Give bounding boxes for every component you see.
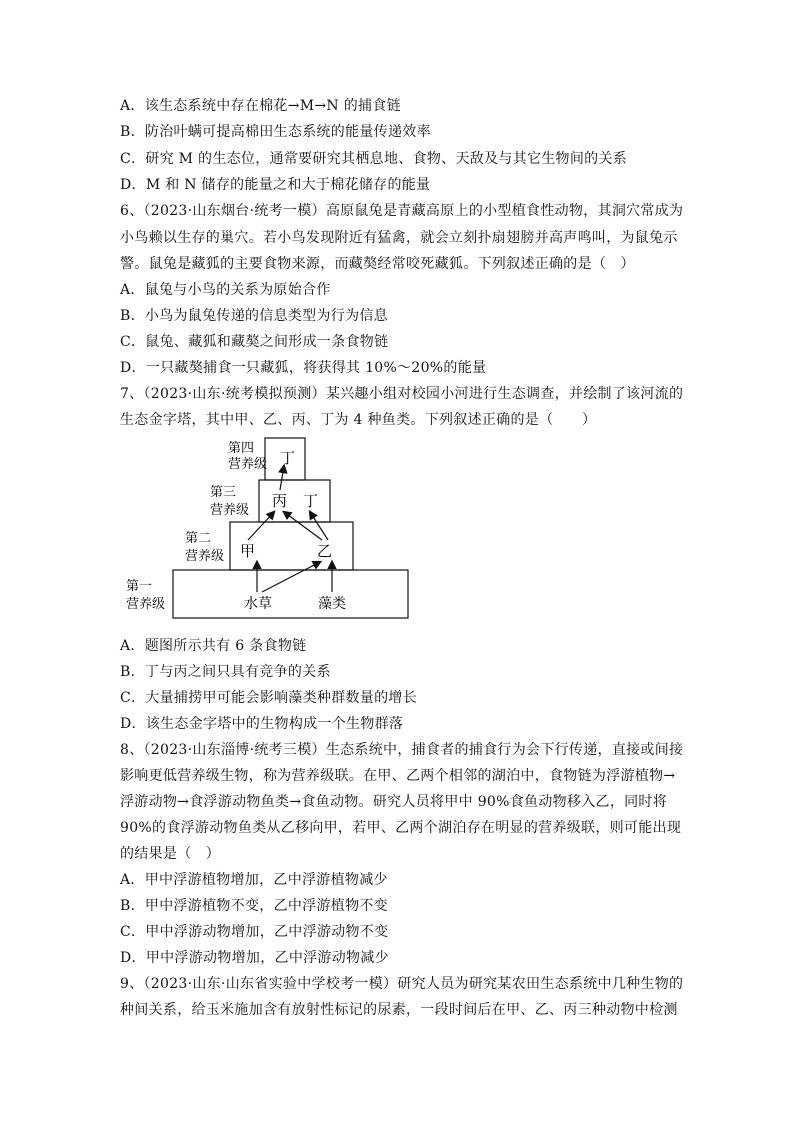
level-3-label-2: 营养级 bbox=[210, 503, 250, 518]
organism-yi: 乙 bbox=[317, 542, 333, 560]
q5-option-c: C．研究 M 的生态位，通常要研究其栖息地、食物、天敌及与其它生物间的关系 bbox=[120, 151, 628, 167]
q8-stem-line-2: 影响更低营养级生物，称为营养级联。在甲、乙两个相邻的湖泊中，食物链为浮游植物→ bbox=[120, 768, 676, 784]
arrow-shuicao-yi bbox=[262, 562, 320, 592]
q7-option-d: D．该生态金字塔中的生物构成一个生物群落 bbox=[120, 716, 404, 732]
q7-option-b: B．丁与丙之间只具有竞争的关系 bbox=[120, 664, 331, 680]
q5-option-b: B．防治叶螨可提高棉田生态系统的能量传递效率 bbox=[120, 124, 431, 140]
q8-option-b: B．甲中浮游植物不变，乙中浮游植物不变 bbox=[120, 898, 388, 914]
organism-ding-top: 丁 bbox=[280, 449, 296, 467]
level-1-label-2: 营养级 bbox=[126, 597, 166, 612]
q9-stem-line-2: 种间关系，给玉米施加含有放射性标记的尿素，一段时间后在甲、乙、丙三种动物中检测 bbox=[120, 1002, 678, 1018]
q8-stem-line-5: 的结果是（ ） bbox=[120, 846, 221, 862]
q7-stem-line-1: 7、（2023·山东·统考模拟预测）某兴趣小组对校园小河进行生态调查，并绘制了该河流的 bbox=[120, 386, 684, 402]
q6-option-d: D．一只藏獒捕食一只藏狐，将获得其 10%～20%的能量 bbox=[120, 360, 487, 376]
producer-shuicao: 水草 bbox=[244, 596, 272, 612]
q6-option-c: C．鼠兔、藏狐和藏獒之间形成一条食物链 bbox=[120, 334, 389, 350]
level-2-label-2: 营养级 bbox=[185, 549, 225, 564]
q8-stem-line-1: 8、（2023·山东淄博·统考三模）生态系统中，捕食者的捕食行为会下行传递，直接或间接 bbox=[120, 742, 684, 758]
q6-option-a: A．鼠兔与小鸟的关系为原始合作 bbox=[120, 282, 331, 298]
organism-ding-mid: 丁 bbox=[303, 492, 319, 510]
q6-stem-line-1: 6、（2023·山东烟台·统考一模）高原鼠兔是青藏高原上的小型植食性动物，其洞穴常成为 bbox=[120, 203, 684, 219]
q8-option-a: A．甲中浮游植物增加，乙中浮游植物减少 bbox=[120, 872, 388, 888]
level-4-label-1: 第四 bbox=[228, 441, 255, 456]
q8-option-c: C．甲中浮游动物增加，乙中浮游动物不变 bbox=[120, 924, 389, 940]
organism-jia: 甲 bbox=[240, 542, 256, 560]
q6-stem-line-3: 警。鼠兔是藏狐的主要食物来源，而藏獒经常咬死藏狐。下列叙述正确的是（ ） bbox=[120, 256, 635, 272]
q9-stem-line-1: 9、（2023·山东·山东省实验中学校考一模）研究人员为研究某农田生态系统中几种生物的 bbox=[120, 976, 684, 992]
q8-option-d: D．甲中浮游动物增加，乙中浮游动物减少 bbox=[120, 950, 389, 966]
arrow-jia-bing bbox=[248, 512, 274, 540]
q7-option-a: A．题图所示共有 6 条食物链 bbox=[120, 638, 307, 654]
arrow-yi-bing bbox=[284, 512, 322, 540]
level-3-label-1: 第三 bbox=[210, 485, 237, 500]
q6-option-b: B．小鸟为鼠兔传递的信息类型为行为信息 bbox=[120, 308, 388, 324]
producer-zaolei: 藻类 bbox=[318, 596, 346, 612]
q6-stem-line-2: 小鸟赖以生存的巢穴。若小鸟发现附近有猛禽，就会立刻扑扇翅膀并高声鸣叫，为鼠兔示 bbox=[120, 230, 678, 246]
organism-bing: 丙 bbox=[272, 492, 288, 510]
q5-option-a: A．该生态系统中存在棉花→M→N 的捕食链 bbox=[120, 98, 401, 114]
pyramid-level-3-box bbox=[259, 480, 330, 522]
arrow-yi-ding bbox=[310, 512, 328, 540]
level-4-label-2: 营养级 bbox=[228, 457, 268, 472]
level-1-label-1: 第一 bbox=[126, 579, 153, 594]
q8-stem-line-3: 浮游动物→食浮游动物鱼类→食鱼动物。研究人员将甲中 90%食鱼动物移入乙，同时将 bbox=[120, 794, 668, 810]
q7-option-c: C．大量捕捞甲可能会影响藻类种群数量的增长 bbox=[120, 690, 418, 706]
ecological-pyramid-figure bbox=[120, 432, 420, 622]
q8-stem-line-4: 90%的食浮游动物鱼类从乙移向甲，若甲、乙两个湖泊存在明显的营养级联，则可能出现 bbox=[120, 820, 682, 836]
q7-stem-line-2: 生态金字塔，其中甲、乙、丙、丁为 4 种鱼类。下列叙述正确的是（ ） bbox=[120, 412, 597, 428]
level-2-label-1: 第二 bbox=[185, 531, 212, 546]
q5-option-d: D．M 和 N 储存的能量之和大于棉花储存的能量 bbox=[120, 177, 431, 193]
arrow-bing-ding bbox=[280, 466, 284, 490]
